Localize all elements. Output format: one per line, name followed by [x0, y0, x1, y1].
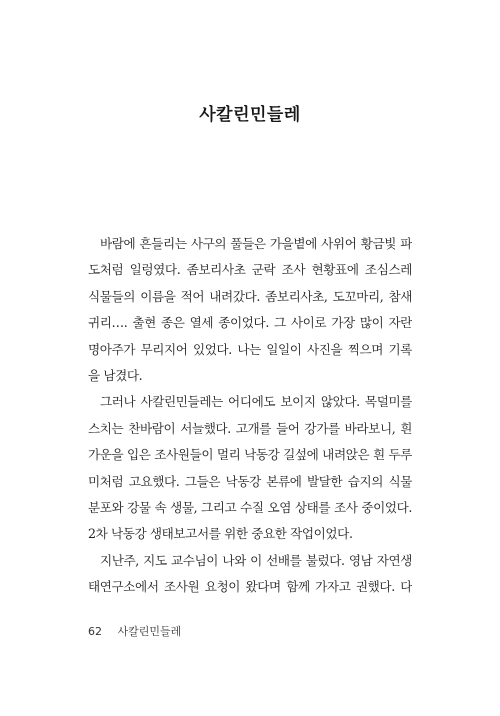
chapter-title: 사칼린민들레 [199, 105, 301, 125]
running-title: 사칼린민들레 [117, 625, 182, 638]
text-line: 을 남겼다. [88, 367, 143, 383]
text-line: 2차 낙동강 생태보고서를 위한 중요한 작업이었다. [88, 526, 353, 542]
text-line: 바람에 흔들리는 사구의 풀들은 가을볕에 사위어 황금빛 파 [100, 236, 412, 251]
page-footer [88, 623, 181, 639]
page-number: 62 [88, 625, 102, 638]
text-line: 식물들의 이름을 적어 내려갔다. 좀보리사초, 도꼬마리, 참새 [88, 288, 412, 304]
text-line: 가운을 입은 조사원들이 멀리 낙동강 길섶에 내려앉은 흰 두루 [88, 447, 412, 463]
text-line: 명아주가 무리지어 있었다. 나는 일일이 사진을 찍으며 기록 [88, 341, 412, 357]
text-line: 스치는 찬바람이 서늘했다. 고개를 들어 강가를 바라보니, 흰 [88, 420, 412, 436]
text-line: 지난주, 지도 교수님이 나와 이 선배를 불렀다. 영남 자연생 [100, 552, 412, 568]
text-line: 도처럼 일렁였다. 좀보리사초 군락 조사 현황표에 조심스레 [88, 262, 412, 278]
text-line: 귀리…. 출현 종은 열세 종이었다. 그 사이로 가장 많이 자란 [88, 315, 412, 331]
text-line: 분포와 강물 속 생물, 그리고 수질 오염 상태를 조사 중이었다. [88, 499, 412, 515]
text-line: 그러나 사칼린민들레는 어디에도 보이지 않았다. 목덜미를 [100, 394, 412, 410]
body-text [88, 231, 412, 600]
text-line: 미처럼 고요했다. 그들은 낙동강 본류에 발달한 습지의 식물 [88, 473, 412, 489]
text-line: 태연구소에서 조사원 요청이 왔다며 함께 가자고 권했다. 다 [88, 579, 412, 595]
